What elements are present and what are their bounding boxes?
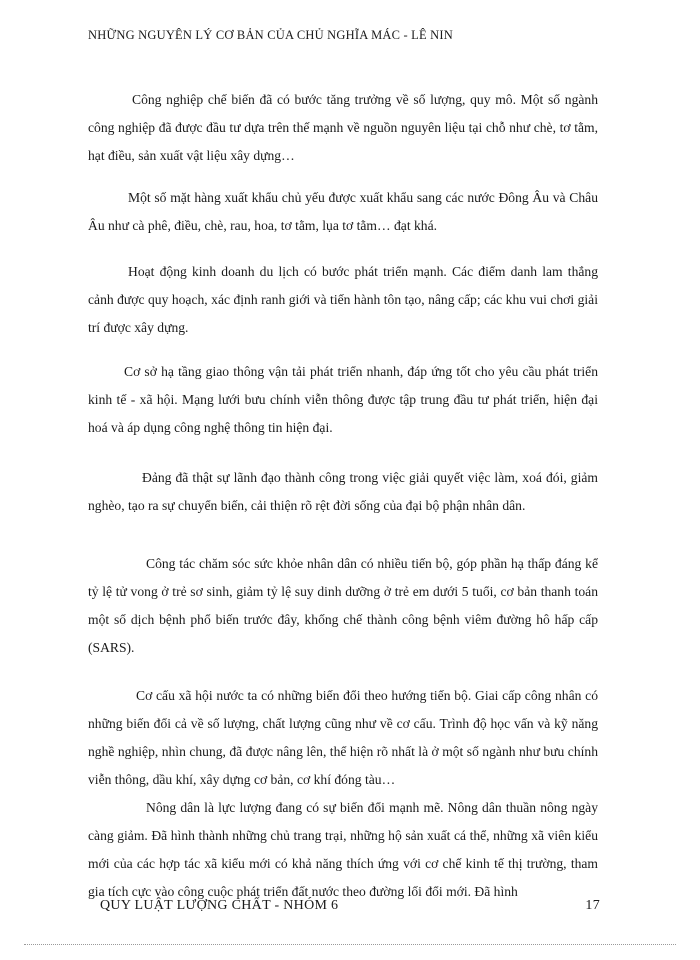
page-footer bbox=[100, 898, 600, 914]
document-body bbox=[88, 86, 598, 906]
page-header: NHỮNG NGUYÊN LÝ CƠ BẢN CỦA CHỦ NGHĨA MÁC - LÊ NIN bbox=[88, 28, 453, 42]
paragraph: Cơ sở hạ tầng giao thông vận tải phát triển nhanh, đáp ứng tốt cho yêu cầu phát triển kinh tế - xã hội. Mạng lưới bưu chính viễn thông được tập trung đầu tư phát triển, hiện đại hoá và áp dụng công nghệ thông tin hiện đại. bbox=[88, 364, 598, 435]
paragraph: Cơ cấu xã hội nước ta có những biến đổi theo hướng tiến bộ. Giai cấp công nhân có những biến đổi cả về số lượng, chất lượng cũng như về cơ cấu. Trình độ học vấn và kỹ năng nghề nghiệp, nhìn chung, đã được nâng lên, thể hiện rõ nhất là ở một số ngành như bưu chính viễn thông, dầu khí, xây dựng cơ bản, cơ khí đóng tàu… bbox=[88, 688, 598, 787]
page-number: 17 bbox=[585, 898, 600, 913]
paragraph: Hoạt động kinh doanh du lịch có bước phát triển mạnh. Các điểm danh lam thắng cảnh được quy hoạch, xác định ranh giới và tiến hành tôn tạo, nâng cấp; các khu vui chơi giải trí được xây dựng. bbox=[88, 264, 598, 335]
page-bottom-divider bbox=[24, 944, 676, 945]
paragraph: Một số mặt hàng xuất khẩu chủ yếu được xuất khẩu sang các nước Đông Âu và Châu Âu như cà phê, điều, chè, rau, hoa, tơ tằm, lụa tơ tằm… đạt khá. bbox=[88, 190, 598, 233]
paragraph: Đảng đã thật sự lãnh đạo thành công trong việc giải quyết việc làm, xoá đói, giảm nghèo, tạo ra sự chuyển biến, cải thiện rõ rệt đời sống của đại bộ phận nhân dân. bbox=[88, 470, 598, 513]
footer-title: QUY LUẬT LƯỢNG CHẤT - NHÓM 6 bbox=[100, 898, 339, 913]
paragraph: Nông dân là lực lượng đang có sự biến đổi mạnh mẽ. Nông dân thuần nông ngày càng giảm. Đã hình thành những chủ trang trại, những hộ sản xuất cá thể, những xã viên kiểu mới của các hợp tác xã kiểu mới có khả năng thích ứng với cơ chế kinh tế thị trường, tham gia tích cực vào công cuộc phát triển đất nước theo đường lối đổi mới. Đã hình bbox=[88, 800, 598, 899]
paragraph: Công tác chăm sóc sức khỏe nhân dân có nhiều tiến bộ, góp phần hạ thấp đáng kể tỷ lệ tử vong ở trẻ sơ sinh, giảm tỷ lệ suy dinh dưỡng ở trẻ em dưới 5 tuổi, cơ bản thanh toán một số dịch bệnh phổ biến trước đây, khống chế thành công bệnh viêm đường hô hấp cấp (SARS). bbox=[88, 556, 598, 655]
paragraph: Công nghiệp chế biến đã có bước tăng trưởng về số lượng, quy mô. Một số ngành công nghiệp đã được đầu tư dựa trên thế mạnh về nguồn nguyên liệu tại chỗ như chè, tơ tằm, hạt điều, sản xuất vật liệu xây dựng… bbox=[88, 92, 598, 163]
